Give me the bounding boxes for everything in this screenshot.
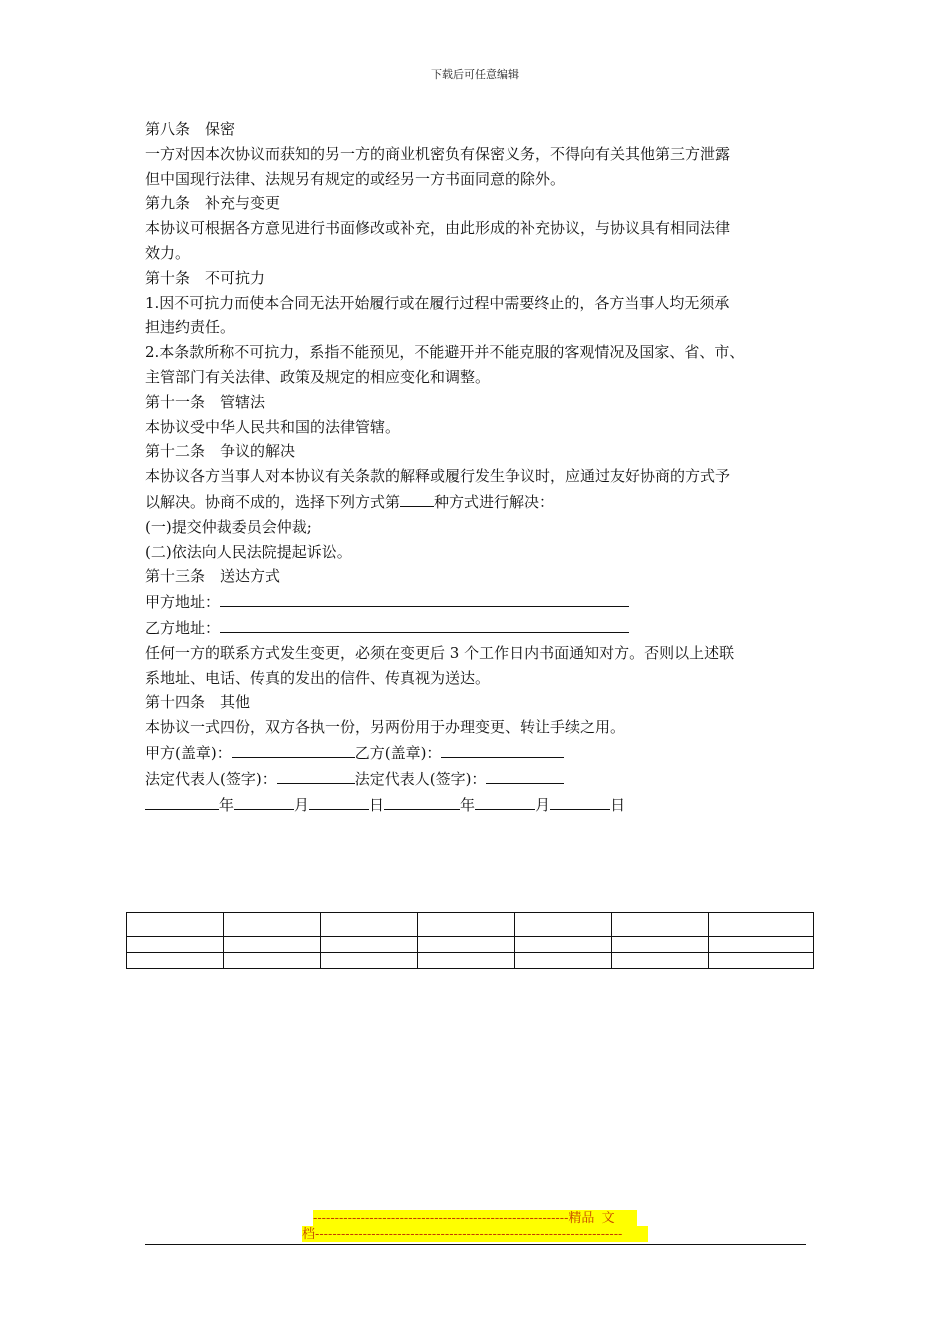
table-cell: [321, 913, 418, 937]
empty-table-container: [126, 912, 814, 969]
year-label: 年: [219, 795, 235, 814]
article-14-title: 第十四条 其他: [145, 693, 251, 712]
table-cell: [127, 913, 224, 937]
article-10-text: 担违约责任。: [145, 318, 236, 337]
day-label: 日: [610, 795, 626, 814]
table-cell: [515, 913, 612, 937]
article-13-title: 第十三条 送达方式: [145, 567, 281, 586]
table-cell: [418, 953, 515, 969]
article-8-text: 但中国现行法律、法规另有规定的或经另一方书面同意的除外。: [145, 169, 566, 188]
article-11-title: 第十一条 管辖法: [145, 392, 266, 411]
party-a-address-label: 甲方地址：: [145, 593, 221, 612]
empty-table: [126, 912, 814, 969]
article-8-text: 一方对因本次协议而获知的另一方的商业机密负有保密义务，不得向有关其他第三方泄露: [145, 144, 731, 163]
article-10-text: 1.因不可抗力而使本合同无法开始履行或在履行过程中需要终止的，各方当事人均无须承: [145, 293, 730, 312]
table-cell: [321, 953, 418, 969]
table-row: [127, 913, 814, 937]
party-b-seal-label: 乙方(盖章)：: [354, 743, 442, 762]
party-b-seal-blank: [441, 740, 564, 758]
representative-line: [145, 766, 825, 792]
page-header: 下载后可任意编辑: [431, 68, 519, 81]
article-12-text-part: 以解决。协商不成的，选择下列方式第: [145, 492, 401, 511]
seal-line: [145, 740, 825, 766]
footer-highlight-line: -----------------------------------------------------------精品 文: [313, 1210, 637, 1226]
table-cell: [127, 953, 224, 969]
table-cell: [224, 937, 321, 953]
party-a-seal-label: 甲方(盖章)：: [145, 743, 232, 762]
table-cell: [321, 937, 418, 953]
party-a-address-blank: [220, 589, 629, 607]
day-blank: [550, 792, 610, 810]
year-blank: [384, 792, 460, 810]
article-10-title: 第十条 不可抗力: [145, 268, 266, 287]
month-label: 月: [535, 795, 551, 814]
method-number-blank: [400, 489, 434, 507]
table-cell: [709, 937, 814, 953]
party-b-address-blank: [220, 615, 629, 633]
table-cell: [612, 953, 709, 969]
table-row: [127, 937, 814, 953]
article-13-text: 任何一方的联系方式发生变更，必须在变更后 3 个工作日内书面通知对方。否则以上述联: [145, 643, 735, 662]
party-a-address-line: [145, 589, 825, 615]
party-a-rep-blank: [277, 766, 355, 784]
table-cell: [612, 937, 709, 953]
month-label: 月: [294, 795, 310, 814]
table-cell: [709, 953, 814, 969]
article-10-text: 主管部门有关法律、政策及规定的相应变化和调整。: [145, 367, 491, 386]
article-12-option: (二)依法向人民法院提起诉讼。: [145, 542, 352, 561]
party-b-address-line: [145, 615, 825, 641]
table-cell: [224, 953, 321, 969]
table-cell: [515, 953, 612, 969]
article-12-text: 本协议各方当事人对本协议有关条款的解释或履行发生争议时，应通过友好协商的方式予: [145, 467, 731, 486]
month-blank: [234, 792, 294, 810]
party-a-rep-label: 法定代表人(签字)：: [145, 769, 277, 788]
table-cell: [515, 937, 612, 953]
party-b-rep-blank: [486, 766, 564, 784]
table-cell: [224, 913, 321, 937]
table-cell: [612, 913, 709, 937]
year-label: 年: [460, 795, 476, 814]
article-11-text: 本协议受中华人民共和国的法律管辖。: [145, 417, 401, 436]
article-14-text: 本协议一式四份，双方各执一份，另两份用于办理变更、转让手续之用。: [145, 718, 626, 737]
party-b-rep-label: 法定代表人(签字)：: [354, 769, 487, 788]
table-row: [127, 953, 814, 969]
article-12-title: 第十二条 争议的解决: [145, 442, 296, 461]
article-10-text: 2.本条款所称不可抗力，系指不能预见，不能避开并不能克服的客观情况及国家、省、市、: [145, 343, 745, 362]
party-a-seal-blank: [232, 740, 355, 758]
table-cell: [709, 913, 814, 937]
article-12-text: [145, 489, 825, 515]
article-13-text: 系地址、电话、传真的发出的信件、传真视为送达。: [145, 668, 491, 687]
day-blank: [309, 792, 369, 810]
date-line: [145, 792, 825, 818]
footer-highlight-line: 档-----------------------------------------------------------------------: [302, 1226, 648, 1242]
article-9-text: 本协议可根据各方意见进行书面修改或补充，由此形成的补充协议，与协议具有相同法律: [145, 219, 731, 238]
year-blank: [145, 792, 219, 810]
contract-body: [145, 117, 825, 817]
party-b-address-label: 乙方地址：: [145, 618, 221, 637]
footer-divider: [145, 1244, 806, 1245]
table-cell: [127, 937, 224, 953]
article-8-title: 第八条 保密: [145, 120, 236, 138]
table-cell: [418, 913, 515, 937]
article-12-text-part: 种方式进行解决：: [434, 492, 555, 511]
month-blank: [475, 792, 535, 810]
day-label: 日: [369, 795, 385, 814]
article-9-title: 第九条 补充与变更: [145, 194, 281, 213]
article-9-text: 效力。: [145, 243, 191, 262]
article-12-option: (一)提交仲裁委员会仲裁;: [145, 517, 312, 536]
table-cell: [418, 937, 515, 953]
